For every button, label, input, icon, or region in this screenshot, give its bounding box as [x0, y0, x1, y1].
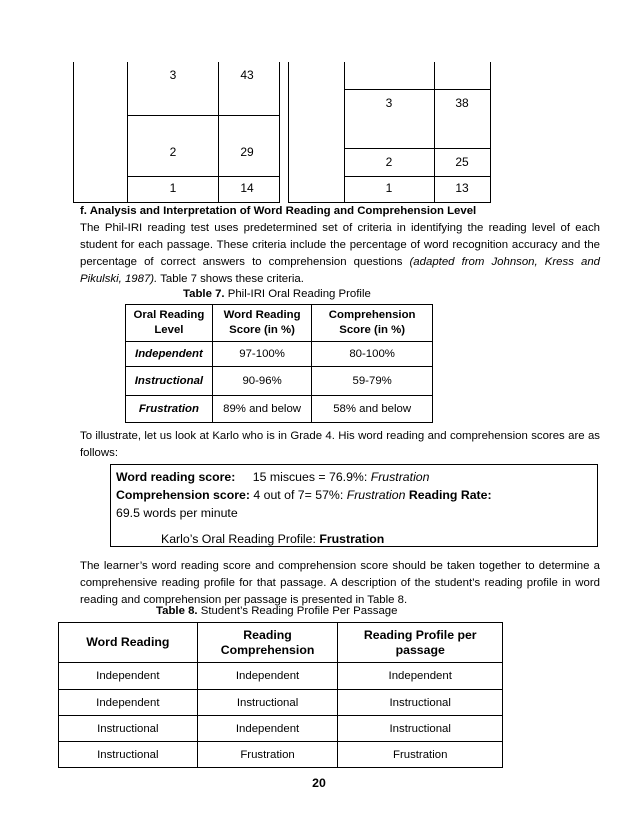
comprehension-line: [116, 486, 592, 504]
word-reading-line: [116, 468, 592, 486]
table7-caption: [183, 288, 371, 300]
table7-word: 97-100%: [212, 342, 311, 367]
table-row: [126, 396, 433, 423]
illustration-paragraph: To illustrate, let us look at Karlo who is in Grade 4. His word reading and comprehension scores are as follows:: [80, 430, 600, 459]
table8-profile: Instructional: [338, 690, 503, 716]
table-border: [344, 176, 491, 177]
table8-comprehension: Instructional: [197, 690, 338, 716]
intro-paragraph: [80, 220, 600, 288]
oral-profile-value: Frustration: [319, 532, 385, 546]
table7-level: Instructional: [126, 367, 213, 396]
table8-comprehension: Frustration: [197, 742, 338, 768]
comprehension-value: 4 out of 7= 57%:: [253, 488, 344, 502]
table8: [58, 622, 503, 768]
table-border: [344, 62, 345, 203]
table-cell: 1: [169, 181, 177, 195]
profile-paragraph: The learner’s word reading score and comprehension score should be taken together to determine a comprehensive reading profile for that passage. A description of the student’s reading profile in word reading and comprehension per passage is presented in Table 8.: [80, 560, 600, 606]
table7: [125, 304, 433, 423]
table8-header: Word Reading: [59, 623, 198, 663]
table8-caption-label: Table 8.: [156, 605, 198, 617]
table-cell: 29: [240, 145, 254, 159]
section-heading: f. Analysis and Interpretation of Word Reading and Comprehension Level: [80, 205, 477, 217]
page-number: 20: [312, 776, 326, 790]
table8-comprehension: Independent: [197, 716, 338, 742]
table8-word-reading: Independent: [59, 663, 198, 690]
table-cell: 43: [240, 68, 254, 82]
table-border: [127, 62, 128, 203]
citation: (adapted from Johnson, Kress and Pikulski, 1987).: [80, 256, 600, 285]
table-row: [59, 663, 503, 690]
table-row: [126, 342, 433, 367]
table8-header: Reading Profile per passage: [338, 623, 503, 663]
word-reading-value: 15 miscues = 76.9%:: [252, 470, 368, 484]
table-row: [59, 690, 503, 716]
table8-profile: Instructional: [338, 716, 503, 742]
intro-text: The Phil-IRI reading test uses predetermined set of criteria in identifying the reading level of each student for each passage. These criteria include the percentage of word recognition accuracy and the percentage of correct answers to comprehension questions: [80, 222, 600, 268]
table7-level: Independent: [126, 342, 213, 367]
table-border: [279, 62, 280, 203]
table8-profile: Frustration: [338, 742, 503, 768]
table8-caption-text: Student’s Reading Profile Per Passage: [197, 605, 398, 617]
comprehension-level: Frustration: [346, 488, 406, 502]
oral-profile-line: [116, 530, 592, 548]
word-reading-level: Frustration: [370, 470, 430, 484]
table-cell: 25: [455, 155, 469, 169]
table-border: [344, 89, 491, 90]
table7-header: Comprehension Score (in %): [312, 305, 433, 342]
table-cell: 2: [385, 155, 393, 169]
table8-word-reading: Independent: [59, 690, 198, 716]
table8-word-reading: Instructional: [59, 742, 198, 768]
table-row: [59, 716, 503, 742]
table-border: [344, 148, 491, 149]
table-border: [288, 202, 491, 203]
table-cell: 14: [240, 181, 254, 195]
table7-caption-label: Table 7.: [183, 288, 225, 300]
oral-profile-label: Karlo’s Oral Reading Profile:: [161, 532, 316, 546]
table8-caption: [156, 605, 397, 617]
word-reading-label: Word reading score:: [116, 470, 236, 484]
table-border: [73, 62, 74, 203]
table7-word: 90-96%: [212, 367, 311, 396]
table-cell: 2: [169, 145, 177, 159]
table-border: [288, 62, 289, 203]
table-border: [127, 176, 279, 177]
table8-header: Reading Comprehension: [197, 623, 338, 663]
table-cell: 38: [455, 96, 469, 110]
table-border: [127, 115, 279, 116]
table-cell: 3: [385, 96, 393, 110]
table8-comprehension: Independent: [197, 663, 338, 690]
table7-header: Word Reading Score (in %): [212, 305, 311, 342]
table-row: [126, 367, 433, 396]
reading-rate-label: Reading Rate:: [408, 488, 492, 502]
comprehension-label: Comprehension score:: [116, 488, 250, 502]
karlo-score-box: [110, 464, 598, 547]
table7-header: Oral Reading Level: [126, 305, 213, 342]
table8-profile: Independent: [338, 663, 503, 690]
table-cell: 1: [385, 181, 393, 195]
table7-level: Frustration: [126, 396, 213, 423]
table-row: [59, 742, 503, 768]
intro-text-end: Table 7 shows these criteria.: [157, 273, 304, 285]
table-border: [73, 202, 280, 203]
table-cell: 13: [455, 181, 469, 195]
table7-comp: 58% and below: [312, 396, 433, 423]
table7-word: 89% and below: [212, 396, 311, 423]
table-cell: 3: [169, 68, 177, 82]
table7-comp: 59-79%: [312, 367, 433, 396]
table7-comp: 80-100%: [312, 342, 433, 367]
table7-caption-text: Phil-IRI Oral Reading Profile: [224, 288, 371, 300]
table8-word-reading: Instructional: [59, 716, 198, 742]
reading-rate-value: 69.5 words per minute: [116, 506, 238, 520]
